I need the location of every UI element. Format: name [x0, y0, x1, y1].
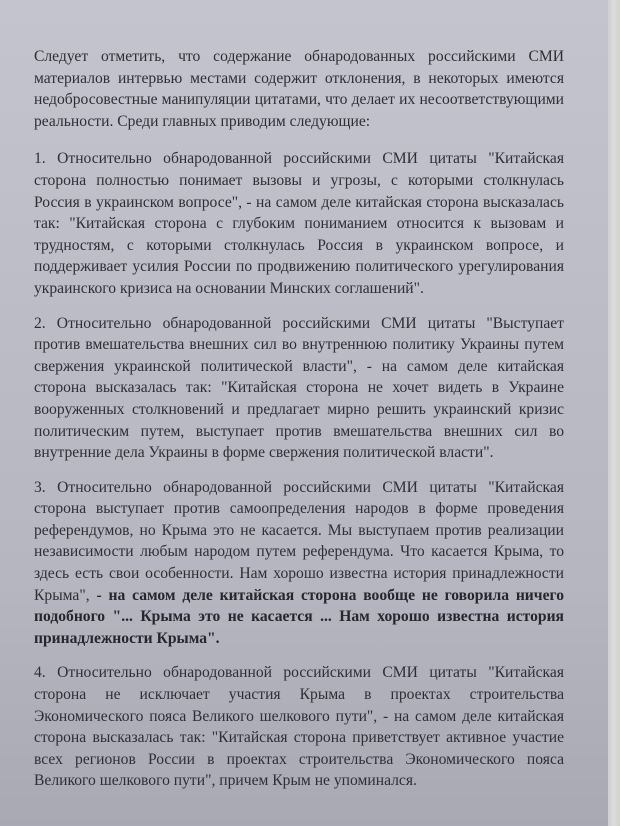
item-4-text: 4. Относительно обнародованной российскими СМИ цитаты "Китайская сторона не исключает участия Крыма в проектах строительства Экономического пояса Великого шелкового пути", - на самом деле китайская сторона высказалась так: "Китайская сторона приветствует активное участие всех регионов России в проектах строительства Экономического пояса Великого шелкового пути", причем Крым не упоминался.	[34, 664, 564, 790]
item-1-text: 1. Относительно обнародованной российскими СМИ цитаты "Китайская сторона полностью понимает вызовы и угрозы, с которыми столкнулась Россия в украинском вопросе", - на самом деле китайская сторона высказалась так: "Китайская сторона с глубоким пониманием относится к вызовам и трудностям, с которыми столкнулась Россия в украинском вопросе, и поддерживает усилия России по продвижению политического урегулирования украинского кризиса на основании Минских соглашений".	[34, 150, 564, 297]
item-paragraph-2	[34, 313, 564, 464]
item-2-text: 2. Относительно обнародованной российскими СМИ цитаты "Выступает против вмешательства внешних сил во внутреннюю политику Украины путем свержения украинской политической власти", - на самом деле китайская сторона высказалась так: "Китайская сторона не хочет видеть в Украине вооруженных столкновений и предлагает мирно решить украинский кризис политическим путем, выступает против вмешательства внешних сил во внутренние дела Украины в форме свержения политической власти".	[34, 314, 564, 462]
intro-paragraph: Следует отметить, что содержание обнародованных российскими СМИ материалов интервью местами содержит отклонения, в некоторых имеются недобросовестные манипуляции цитатами, что делает их несоответствующими реальности. Среди главных приводим следующие:	[34, 48, 564, 130]
item-paragraph-4	[34, 662, 564, 792]
item-3-bold-text: - на самом деле китайская сторона вообще не говорила ничего подобного "... Крыма это не касается ... Нам хорошо известна история принадлежности Крыма".	[34, 586, 564, 647]
item-paragraph-1	[34, 148, 564, 299]
item-paragraph-3	[34, 477, 564, 650]
page-edge	[608, 0, 620, 826]
item-3-text: 3. Относительно обнародованной российскими СМИ цитаты "Китайская сторона выступает против самоопределения народов в форме проведения референдумов, но Крыма это не касается. Мы выступаем против реализации независимости любым народом путем референдума. Что касается Крыма, то здесь есть свои особенности. Нам хорошо известна история принадлежности Крыма",	[34, 478, 564, 604]
document-body	[34, 46, 564, 805]
